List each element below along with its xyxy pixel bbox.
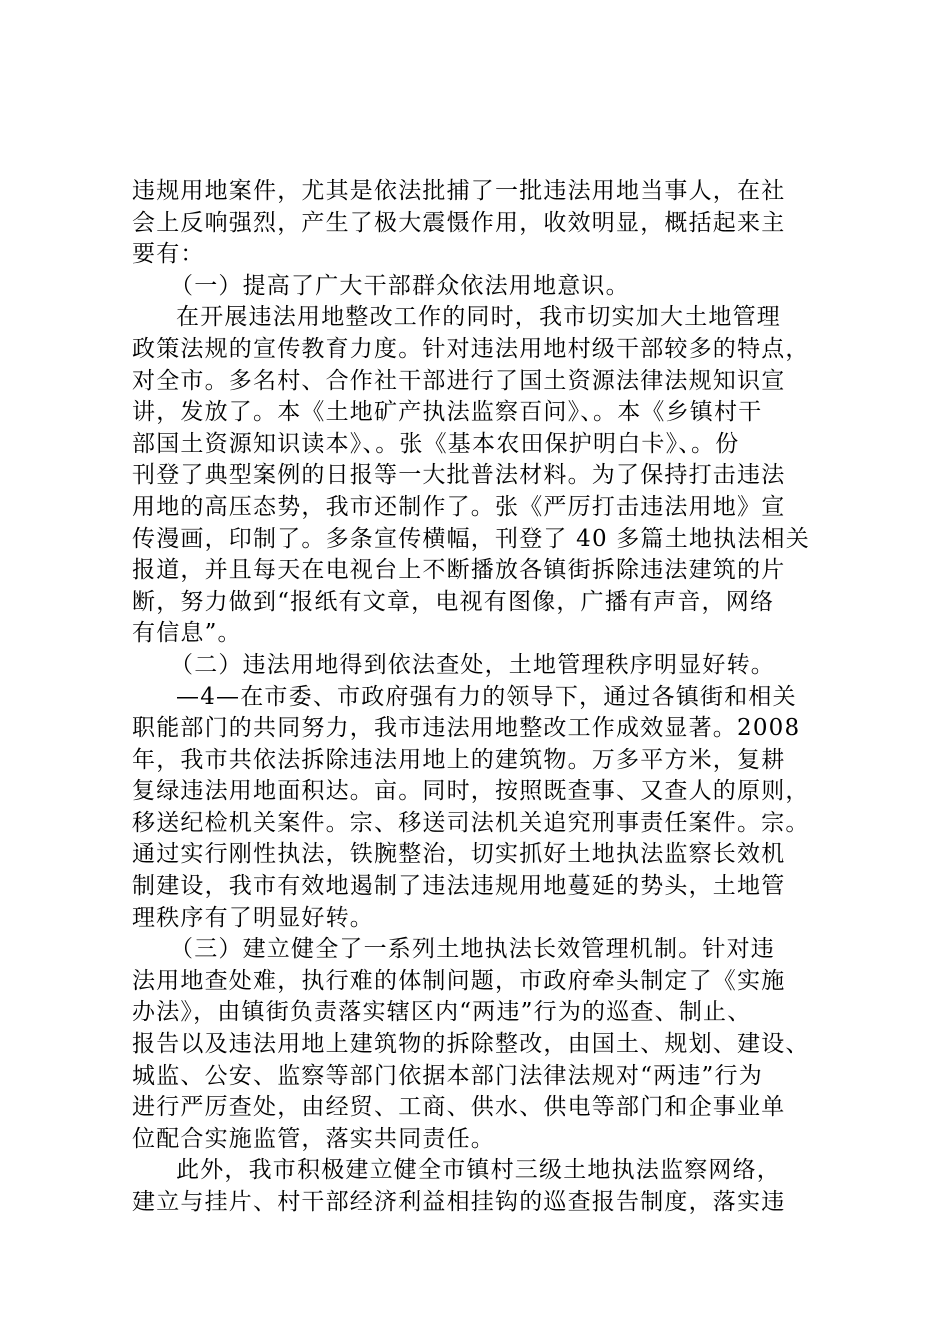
text-line: 复绿违法用地面积达。亩。同时，按照既查事、又查人的原则， [132,778,810,805]
section-heading-2: （二）违法用地得到依法查处，土地管理秩序明显好转。 [170,651,775,678]
text-line: 传漫画，印制了。多条宣传横幅，刊登了 40 多篇土地执法相关 [132,525,810,552]
text-line: 违规用地案件，尤其是依法批捕了一批违法用地当事人，在社 [132,178,786,204]
text-line: 通过实行刚性执法，铁腕整治，切实抓好土地执法监察长效机 [132,841,786,868]
text-line: 位配合实施监管，落实共同责任。 [132,1125,495,1152]
text-line: 职能部门的共同努力，我市违法用地整改工作成效显著。2008 [132,715,801,742]
paragraph-start: —4—在市委、市政府强有力的领导下，通过各镇街和相关 [176,683,797,710]
body-text [132,176,832,1219]
section-heading-3: （三）建立健全了一系列土地执法长效管理机制。针对违 [170,936,775,963]
text-line: 会上反响强烈，产生了极大震慑作用，收效明显，概括起来主 [132,209,786,236]
text-line: 讲，发放了。本《土地矿产执法监察百问》、。本《乡镇村干 [132,399,763,426]
text-line: 断，努力做到“报纸有文章，电视有图像，广播有声音，网络 [132,588,775,615]
text-line: 刊登了典型案例的日报等一大批普法材料。为了保持打击违法 [132,462,786,489]
text-line: 年，我市共依法拆除违法用地上的建筑物。万多平方米，复耕 [132,746,786,773]
text-line: 有信息”。 [132,620,242,647]
text-line: 对全市。多名村、合作社干部进行了国土资源法律法规知识宣 [132,367,786,394]
text-line: 办法》，由镇街负责落实辖区内“两违”行为的巡查、制止、 [132,999,752,1026]
text-line: 移送纪检机关案件。宗、移送司法机关追究刑事责任案件。宗。 [132,809,810,836]
text-line: 政策法规的宣传教育力度。针对违法用地村级干部较多的特点， [132,335,810,362]
text-line: 报告以及违法用地上建筑物的拆除整改，由国土、规划、建设、 [132,1031,810,1058]
paragraph-start: 此外，我市积极建立健全市镇村三级土地执法监察网络， [176,1157,781,1184]
text-line: 城监、公安、监察等部门依据本部门法律法规对“两违”行为 [132,1062,763,1089]
text-line: 法用地查处难，执行难的体制问题，市政府牵头制定了《实施 [132,967,786,994]
text-line: 理秩序有了明显好转。 [132,904,374,931]
paragraph-start: 在开展违法用地整改工作的同时，我市切实加大土地管理 [176,304,781,331]
text-line: 用地的高压态势，我市还制作了。张《严厉打击违法用地》宣 [132,493,786,520]
text-line: 报道，并且每天在电视台上不断播放各镇街拆除违法建筑的片 [132,557,786,584]
text-line: 进行严厉查处，由经贸、工商、供水、供电等部门和企事业单 [132,1094,786,1121]
text-line: 建立与挂片、村干部经济利益相挂钩的巡查报告制度，落实违 [132,1189,786,1215]
text-line: 制建设，我市有效地遏制了违法违规用地蔓延的势头，土地管 [132,873,786,900]
section-heading-1: （一）提高了广大干部群众依法用地意识。 [170,272,630,299]
text-line: 部国土资源知识读本》、。张《基本农田保护明白卡》、。份 [132,430,740,457]
text-line: 要有： [132,241,205,268]
